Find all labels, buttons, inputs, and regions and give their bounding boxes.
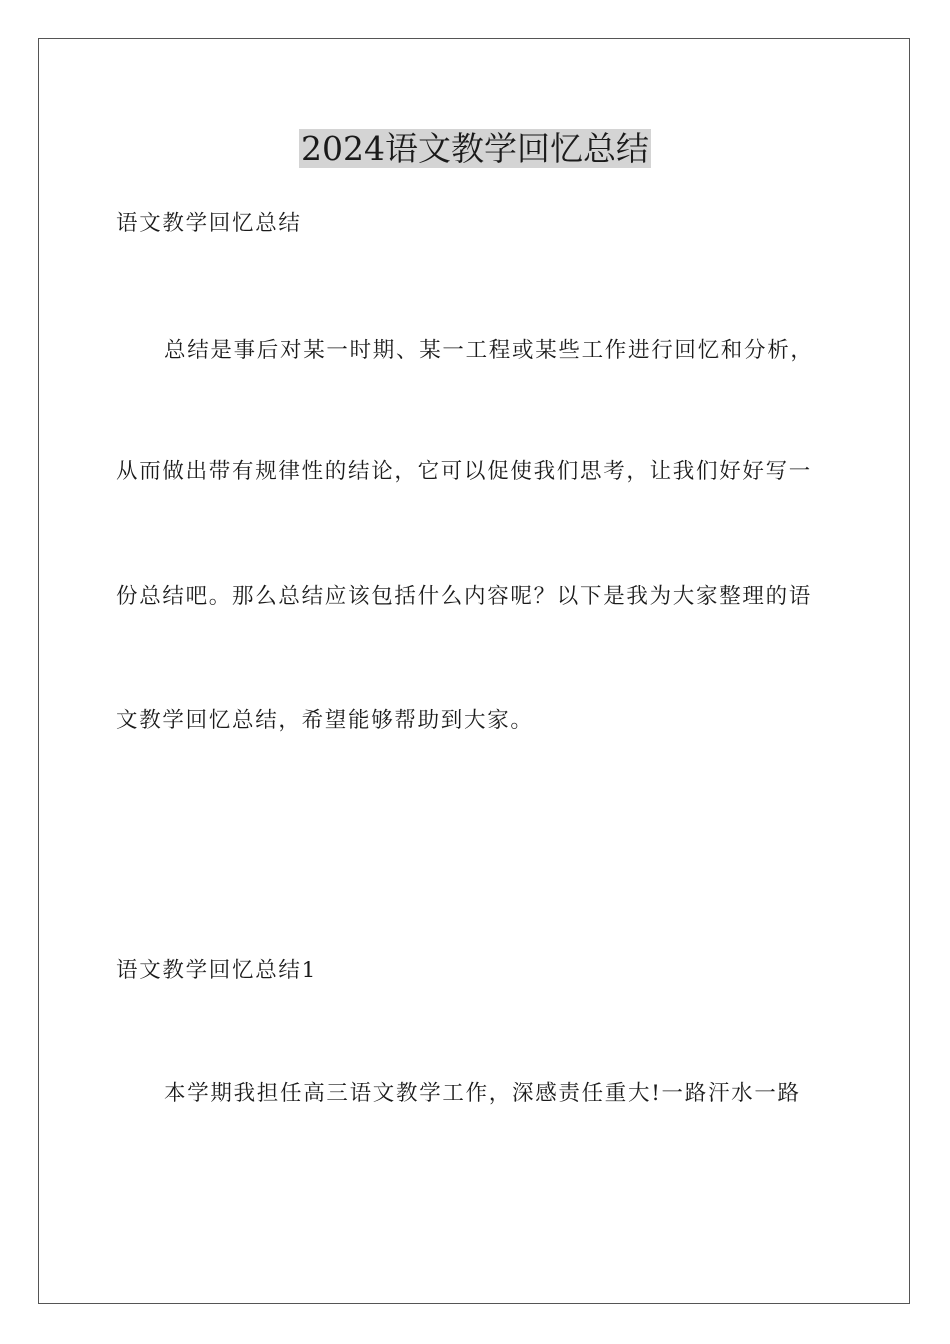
intro-paragraph-line: 文教学回忆总结，希望能够帮助到大家。 — [116, 708, 534, 733]
document-title-text: 2024语文教学回忆总结 — [301, 129, 649, 168]
section-paragraph-line: 本学期我担任高三语文教学工作，深感责任重大!一路汗水一路 — [164, 1081, 801, 1106]
intro-paragraph-line: 从而做出带有规律性的结论，它可以促使我们思考，让我们好好写一 — [116, 459, 813, 484]
intro-paragraph-line: 总结是事后对某一时期、某一工程或某些工作进行回忆和分析， — [164, 338, 814, 363]
document-title — [0, 128, 950, 170]
section-heading: 语文教学回忆总结1 — [116, 958, 317, 983]
intro-paragraph-line: 份总结吧。那么总结应该包括什么内容呢？以下是我为大家整理的语 — [116, 584, 813, 609]
document-subtitle: 语文教学回忆总结 — [116, 211, 302, 236]
